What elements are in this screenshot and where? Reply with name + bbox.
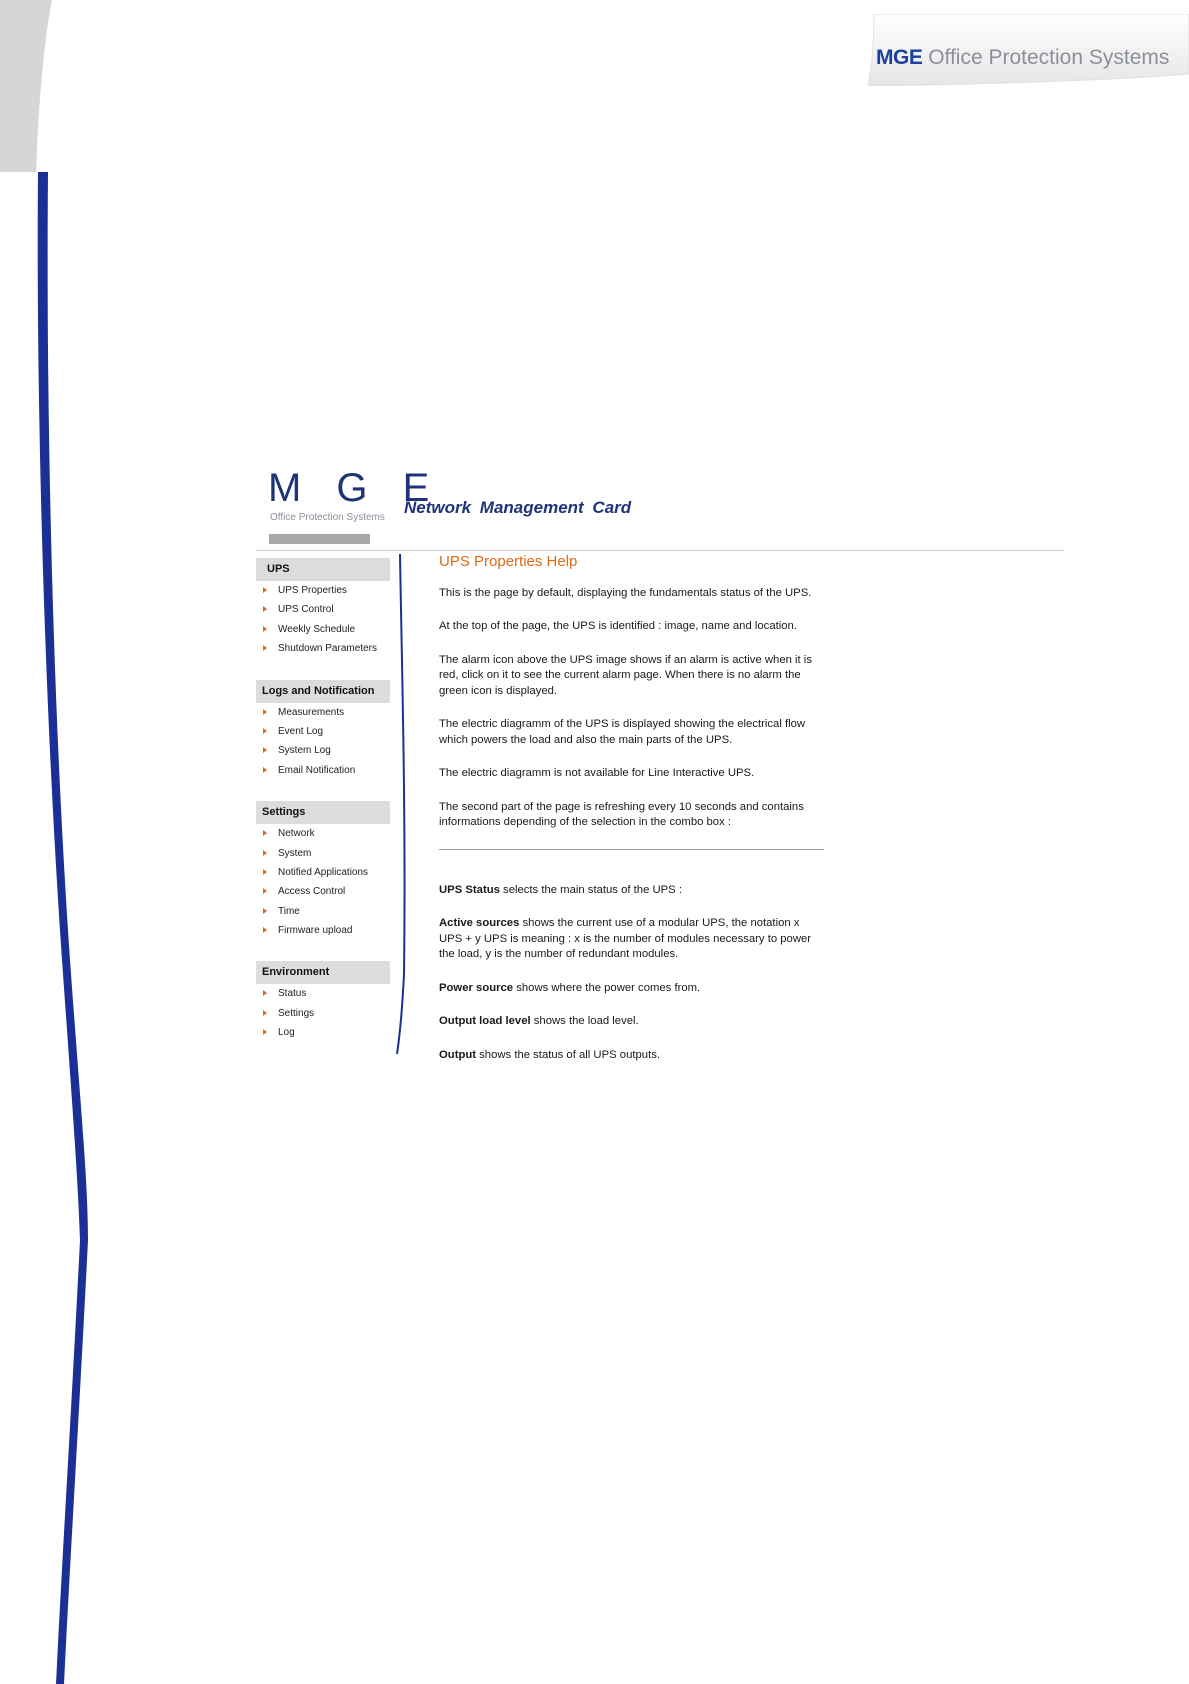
- sidebar-list-settings: [256, 824, 390, 940]
- sidebar-nav: [256, 558, 390, 1043]
- sidebar-item-measurements[interactable]: [256, 703, 390, 722]
- mge-logo: M G E: [268, 466, 442, 510]
- sidebar-section-settings: Settings: [256, 801, 390, 824]
- definition-text: selects the main status of the UPS :: [499, 883, 682, 896]
- brand-logo: [876, 46, 1169, 70]
- sidebar-item-system[interactable]: [256, 844, 390, 863]
- bullet-arrow-icon: [263, 728, 267, 734]
- definition-term: Power source: [439, 981, 514, 994]
- bullet-arrow-icon: [263, 1029, 267, 1035]
- sidebar-list-logs: [256, 703, 390, 781]
- sidebar-item-firmware-upload[interactable]: [256, 921, 390, 940]
- help-paragraph: The electric diagramm is not available for Line Interactive UPS.: [439, 767, 755, 779]
- sidebar-list-environment: [256, 984, 390, 1042]
- bullet-arrow-icon: [263, 990, 267, 996]
- bullet-arrow-icon: [263, 850, 267, 856]
- sidebar-item-label: System: [278, 847, 312, 859]
- bullet-arrow-icon: [263, 767, 267, 773]
- definition-output: [439, 1048, 824, 1064]
- sidebar-item-label: Event Log: [278, 725, 324, 737]
- definition-term: UPS Status: [439, 883, 500, 896]
- sidebar-item-label: Log: [278, 1027, 295, 1039]
- bullet-arrow-icon: [263, 606, 267, 612]
- sidebar-item-label: Access Control: [278, 886, 346, 898]
- sidebar-item-env-status[interactable]: [256, 984, 390, 1003]
- bullet-arrow-icon: [263, 645, 267, 651]
- content-divider: [439, 849, 824, 850]
- bullet-arrow-icon: [263, 626, 267, 632]
- sidebar-item-label: UPS Properties: [278, 585, 347, 596]
- sidebar-item-label: Network: [278, 828, 315, 840]
- sidebar-item-label: System Log: [278, 745, 331, 757]
- bullet-arrow-icon: [263, 709, 267, 715]
- bullet-arrow-icon: [263, 830, 267, 836]
- help-paragraph: The second part of the page is refreshing every 10 seconds and contains informations depending of the selection in the combo box :: [439, 800, 804, 828]
- help-paragraph: This is the page by default, displaying the fundamentals status of the UPS.: [439, 586, 812, 599]
- sidebar-item-time[interactable]: [256, 902, 390, 921]
- sidebar-item-label: Time: [278, 905, 300, 917]
- sidebar-item-notified-applications[interactable]: [256, 863, 390, 882]
- header-divider: [256, 550, 1064, 551]
- help-paragraph: The alarm icon above the UPS image shows if an alarm is active when it is red, click on it to see the current alarm page. When there is no alarm the green icon is displayed.: [439, 653, 812, 697]
- sidebar-item-label: Settings: [278, 1007, 315, 1019]
- help-title: UPS Properties Help: [439, 553, 578, 570]
- bullet-arrow-icon: [263, 908, 267, 914]
- definition-term: Output load level: [439, 1015, 531, 1027]
- sidebar-item-label: Firmware upload: [278, 925, 353, 937]
- sidebar-item-weekly-schedule[interactable]: [256, 620, 390, 639]
- sidebar-section-ups: UPS: [256, 558, 390, 581]
- sidebar-item-label: Weekly Schedule: [278, 623, 356, 635]
- sidebar-item-label: Email Notification: [278, 764, 356, 776]
- sidebar-item-event-log[interactable]: [256, 722, 390, 741]
- sidebar-item-email-notification[interactable]: [256, 761, 390, 780]
- definition-output-load-level: [439, 1014, 824, 1030]
- sidebar-item-label: Shutdown Parameters: [278, 643, 377, 655]
- brand-logo-prefix: MGE: [876, 46, 923, 69]
- definition-term: Active sources: [439, 917, 520, 929]
- sidebar-item-network[interactable]: [256, 824, 390, 843]
- sidebar-item-label: Notified Applications: [278, 866, 369, 878]
- sidebar-item-shutdown-parameters[interactable]: [256, 639, 390, 658]
- help-paragraph: At the top of the page, the UPS is identified : image, name and location.: [439, 620, 797, 632]
- sidebar-item-label: UPS Control: [278, 604, 334, 616]
- content-divider-curve: [394, 554, 414, 1514]
- logo-underline-bar: [269, 534, 370, 544]
- sidebar-section-logs: Logs and Notification: [256, 680, 390, 703]
- bullet-arrow-icon: [263, 888, 267, 894]
- sidebar-section-environment: Environment: [256, 961, 390, 984]
- sidebar-item-ups-properties[interactable]: [256, 581, 390, 600]
- bullet-arrow-icon: [263, 1010, 267, 1016]
- bullet-arrow-icon: [263, 587, 267, 593]
- app-title: Network Management Card: [404, 498, 632, 517]
- definition-text: shows the load level.: [530, 1015, 639, 1027]
- bullet-arrow-icon: [263, 747, 267, 753]
- sidebar-list-ups: [256, 581, 390, 659]
- definition-ups-status: [439, 883, 824, 899]
- brand-logo-suffix: Office Protection Systems: [928, 46, 1170, 69]
- mge-logo-subtitle: Office Protection Systems: [270, 512, 385, 523]
- sidebar-item-env-log[interactable]: [256, 1023, 390, 1042]
- definition-active-sources: [439, 916, 824, 963]
- sidebar-item-access-control[interactable]: [256, 882, 390, 901]
- definition-text: shows where the power comes from.: [513, 981, 701, 994]
- sidebar-item-label: Status: [278, 988, 307, 1000]
- definition-power-source: [439, 981, 824, 997]
- sidebar-item-ups-control[interactable]: [256, 600, 390, 619]
- nmc-web-interface: [256, 466, 1066, 1076]
- definition-text: shows the current use of a modular UPS, the notation x UPS + y UPS is meaning : x is the number of modules necessary to power the load, y is the number of redundant modules.: [439, 917, 812, 960]
- bullet-arrow-icon: [263, 927, 267, 933]
- definition-term: Output: [439, 1048, 477, 1061]
- bullet-arrow-icon: [263, 869, 267, 875]
- help-content: [439, 554, 824, 1081]
- sidebar-item-system-log[interactable]: [256, 741, 390, 760]
- sidebar-item-label: Measurements: [278, 706, 345, 718]
- sidebar-item-env-settings[interactable]: [256, 1004, 390, 1023]
- help-paragraph: The electric diagramm of the UPS is displayed showing the electrical flow which powers the load and also the main parts of the UPS.: [439, 718, 806, 746]
- definition-text: shows the status of all UPS outputs.: [476, 1048, 660, 1061]
